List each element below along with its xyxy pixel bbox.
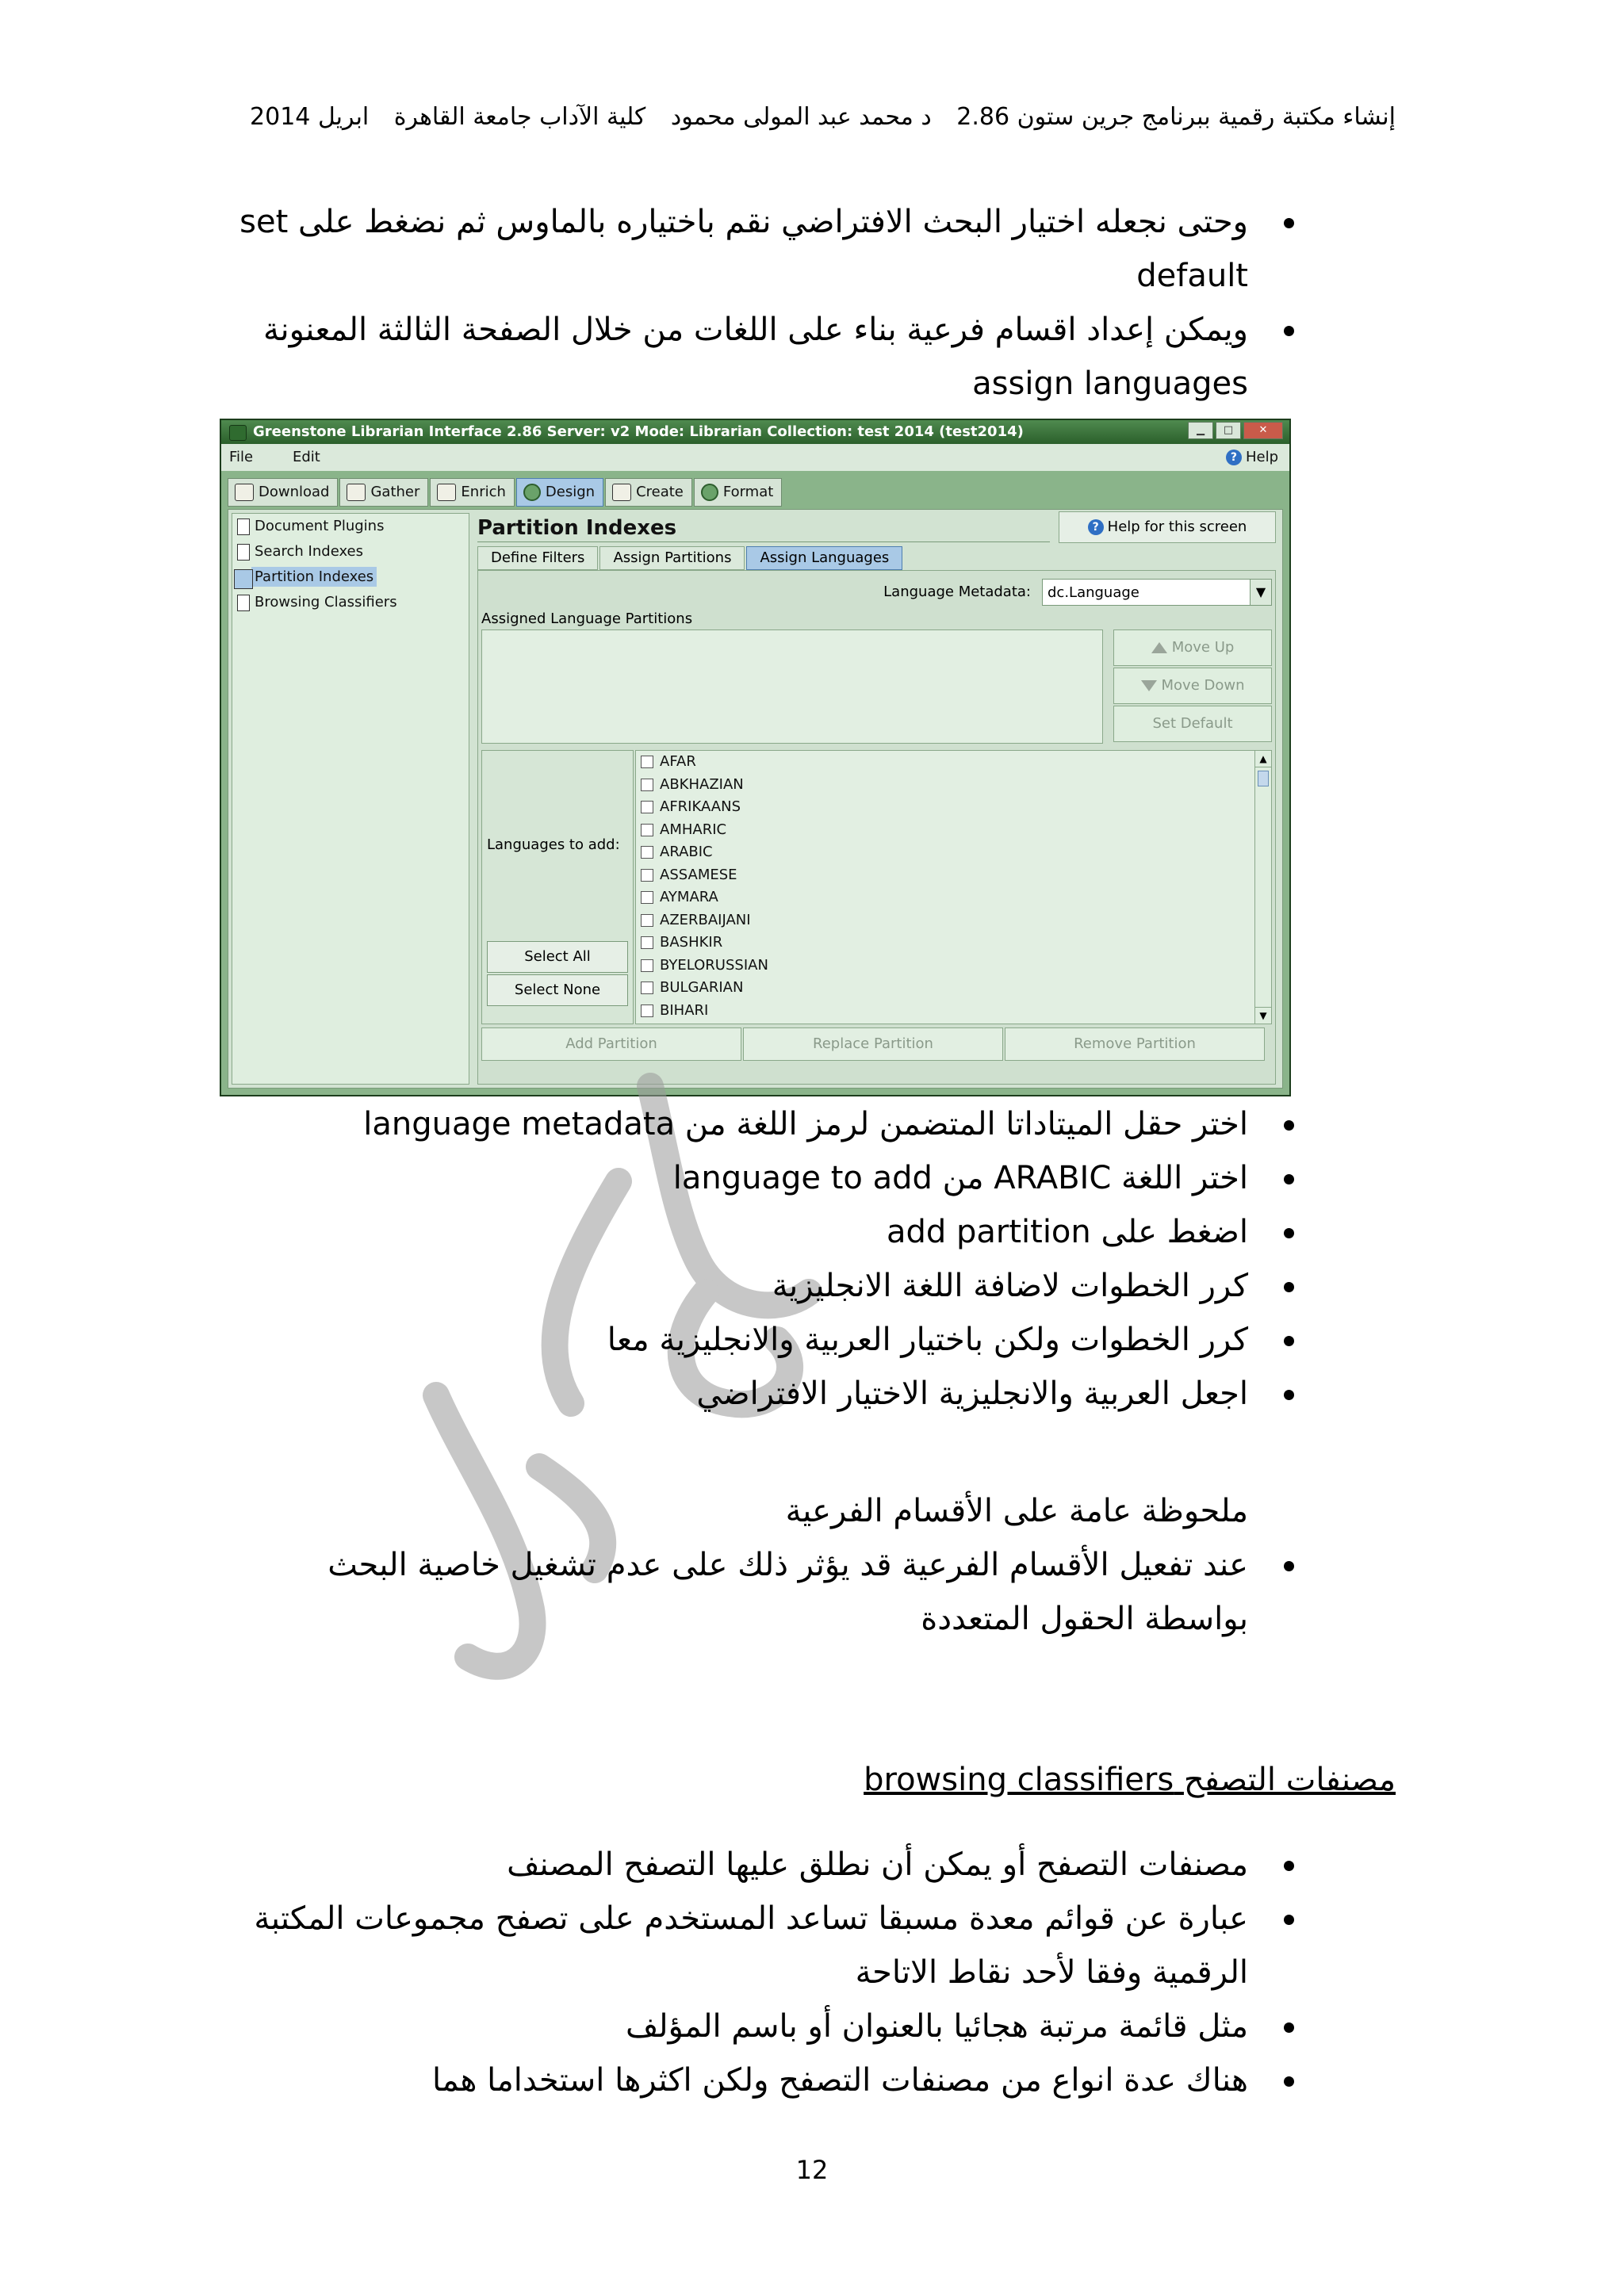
- bullet-item: اختر حقل الميتاداتا المتضمن لرمز اللغة من language metadata: [238, 1097, 1300, 1151]
- close-icon[interactable]: ✕: [1243, 422, 1283, 439]
- format-gear-icon: [701, 484, 718, 501]
- checkbox[interactable]: [641, 801, 653, 813]
- language-checkbox-item[interactable]: BYELORUSSIAN: [636, 955, 1271, 978]
- tab-download[interactable]: Download: [228, 478, 338, 507]
- scroll-up-icon[interactable]: ▲: [1255, 751, 1271, 767]
- tab-design[interactable]: Design: [516, 478, 603, 507]
- set-default-button[interactable]: Set Default: [1113, 706, 1272, 742]
- scroll-down-icon[interactable]: ▼: [1255, 1007, 1271, 1024]
- bullet-item: ويمكن إعداد اقسام فرعية بناء على اللغات من خلال الصفحة الثالثة المعنونة assign languages: [238, 303, 1300, 411]
- maximize-icon[interactable]: □: [1216, 422, 1241, 439]
- language-checkbox-item[interactable]: AYMARA: [636, 886, 1271, 909]
- checkbox[interactable]: [641, 936, 653, 949]
- language-checkbox-item[interactable]: ARABIC: [636, 841, 1271, 864]
- document-icon: [234, 569, 253, 589]
- note-title: ملحوظة عامة على الأقسام الفرعية: [785, 1493, 1248, 1529]
- remove-partition-button[interactable]: Remove Partition: [1005, 1027, 1265, 1061]
- checkbox[interactable]: [641, 959, 653, 972]
- side-item-browsing-classifiers[interactable]: Browsing Classifiers: [232, 590, 469, 615]
- arrow-down-icon: [1141, 680, 1157, 691]
- checkbox[interactable]: [641, 824, 653, 836]
- arrow-up-icon: [1151, 642, 1167, 653]
- language-metadata-select[interactable]: dc.Language ▼: [1042, 579, 1272, 606]
- tab-format[interactable]: Format: [694, 478, 782, 507]
- checkbox[interactable]: [641, 779, 653, 791]
- bullet-item: مصنفات التصفح أو يمكن أن نطلق عليها التصفح المصنف: [238, 1838, 1300, 1892]
- menu-help[interactable]: ? Help: [1226, 444, 1278, 471]
- bullet-item: اجعل العربية والانجليزية الاختيار الافتراضي: [238, 1367, 1300, 1421]
- document-icon: [237, 544, 250, 561]
- bullet-item: كرر الخطوات لاضافة اللغة الانجليزية: [238, 1259, 1300, 1313]
- tab-gather[interactable]: Gather: [339, 478, 428, 507]
- side-item-search-indexes[interactable]: Search Indexes: [232, 539, 469, 564]
- language-checkbox-item[interactable]: AFRIKAANS: [636, 796, 1271, 819]
- bullet-item: كرر الخطوات ولكن باختيار العربية والانجليزية معا: [238, 1313, 1300, 1367]
- language-checkbox-item[interactable]: BULGARIAN: [636, 977, 1271, 1000]
- menu-edit[interactable]: Edit: [293, 449, 320, 465]
- bullet-item: هناك عدة انواع من مصنفات التصفح ولكن اكثرها استخداما هما: [238, 2053, 1300, 2107]
- gear-icon: [523, 484, 541, 501]
- checkbox[interactable]: [641, 891, 653, 904]
- header-author: د محمد عبد المولى محمود: [670, 103, 932, 131]
- tab-define-filters[interactable]: Define Filters: [477, 546, 598, 570]
- checkbox[interactable]: [641, 914, 653, 927]
- download-icon: [235, 484, 254, 501]
- add-partition-button[interactable]: Add Partition: [481, 1027, 741, 1061]
- enrich-icon: [437, 484, 456, 501]
- bullet-item: عبارة عن قوائم معدة مسبقا تساعد المستخدم على تصفح مجموعات المكتبة الرقمية وفقا لأحد نقاط الاتاحة: [238, 1892, 1300, 1999]
- page-number: 12: [795, 2155, 829, 2185]
- language-checkbox-item[interactable]: ABKHAZIAN: [636, 774, 1271, 797]
- bullet-item: مثل قائمة مرتبة هجائيا بالعنوان أو باسم المؤلف: [238, 1999, 1300, 2053]
- help-icon: ?: [1226, 450, 1242, 465]
- document-icon: [237, 595, 250, 611]
- checkbox[interactable]: [641, 982, 653, 994]
- window-title: Greenstone Librarian Interface 2.86 Server: v2 Mode: Librarian Collection: test 2014 (test2014): [253, 423, 1024, 440]
- header-institution: كلية الآداب جامعة القاهرة: [393, 103, 646, 131]
- note-bullets: [238, 1538, 1300, 1646]
- languages-to-add-label: Languages to add:: [487, 836, 620, 853]
- language-checkbox-item[interactable]: AZERBAIJANI: [636, 909, 1271, 932]
- classifier-bullets: [238, 1838, 1300, 2107]
- bullet-item: عند تفعيل الأقسام الفرعية قد يؤثر ذلك على عدم تشغيل خاصية البحث بواسطة الحقول المتعددة: [238, 1538, 1300, 1646]
- tab-create[interactable]: Create: [605, 478, 692, 507]
- steps-list: [238, 1097, 1300, 1421]
- help-icon: ?: [1088, 519, 1104, 535]
- document-icon: [237, 519, 250, 535]
- tab-assign-partitions[interactable]: Assign Partitions: [599, 546, 745, 570]
- language-metadata-label: Language Metadata:: [883, 584, 1031, 600]
- tab-enrich[interactable]: Enrich: [430, 478, 515, 507]
- language-checkbox-item[interactable]: AMHARIC: [636, 819, 1271, 842]
- section-title: مصنفات التصفح browsing classifiers: [864, 1762, 1396, 1798]
- intro-bullets: [238, 195, 1300, 411]
- language-checkbox-item[interactable]: BASHKIR: [636, 932, 1271, 955]
- header-title: إنشاء مكتبة رقمية ببرنامج جرين ستون 2.86: [956, 103, 1396, 131]
- language-checklist: [635, 750, 1272, 1024]
- assign-languages-content: [477, 570, 1276, 1085]
- checkbox[interactable]: [641, 869, 653, 882]
- tab-assign-languages[interactable]: Assign Languages: [746, 546, 902, 570]
- gather-icon: [347, 484, 366, 501]
- window-titlebar: [221, 420, 1289, 444]
- sub-tabs: [477, 546, 902, 570]
- move-up-button[interactable]: Move Up: [1113, 629, 1272, 666]
- bullet-item: اضغط على add partition: [238, 1205, 1300, 1259]
- checkbox[interactable]: [641, 1004, 653, 1017]
- chevron-down-icon[interactable]: ▼: [1250, 580, 1271, 605]
- divider: [477, 541, 1050, 542]
- replace-partition-button[interactable]: Replace Partition: [743, 1027, 1003, 1061]
- design-panel: [228, 509, 1283, 1089]
- checkbox[interactable]: [641, 846, 653, 859]
- language-checkbox-item[interactable]: AFAR: [636, 751, 1271, 774]
- assigned-partitions-list[interactable]: [481, 629, 1103, 744]
- bullet-item: وحتى نجعله اختيار البحث الافتراضي نقم باختياره بالماوس ثم نضغط على set default: [238, 195, 1300, 303]
- move-down-button[interactable]: Move Down: [1113, 668, 1272, 704]
- create-icon: [612, 484, 631, 501]
- assigned-partitions-label: Assigned Language Partitions: [481, 610, 693, 627]
- bullet-item: اختر اللغة ARABIC من language to add: [238, 1151, 1300, 1205]
- main-tabs: [228, 478, 782, 507]
- panel-title: Partition Indexes: [477, 516, 677, 540]
- greenstone-window-screenshot: [220, 419, 1291, 1096]
- scroll-thumb[interactable]: [1258, 771, 1269, 786]
- partition-pane: [476, 510, 1282, 1088]
- language-list-scrollbar[interactable]: [1254, 751, 1271, 1024]
- side-item-document-plugins[interactable]: Document Plugins: [232, 514, 469, 539]
- checkbox[interactable]: [641, 756, 653, 768]
- page-header: [250, 94, 1396, 141]
- menu-file[interactable]: File: [229, 449, 254, 465]
- select-none-button[interactable]: Select None: [487, 974, 628, 1006]
- help-for-screen-button[interactable]: ? Help for this screen: [1059, 511, 1276, 543]
- language-checkbox-item[interactable]: BIHARI: [636, 1000, 1271, 1023]
- select-all-button[interactable]: Select All: [487, 941, 628, 973]
- header-date: ابريل 2014: [250, 103, 370, 131]
- app-icon: [229, 425, 247, 441]
- design-side-list: [232, 513, 469, 1085]
- minimize-icon[interactable]: ▁: [1188, 422, 1213, 439]
- language-checkbox-item[interactable]: ASSAMESE: [636, 864, 1271, 887]
- menu-bar: [221, 444, 1289, 471]
- side-item-partition-indexes[interactable]: Partition Indexes: [232, 564, 469, 590]
- languages-to-add-area: [481, 750, 634, 1024]
